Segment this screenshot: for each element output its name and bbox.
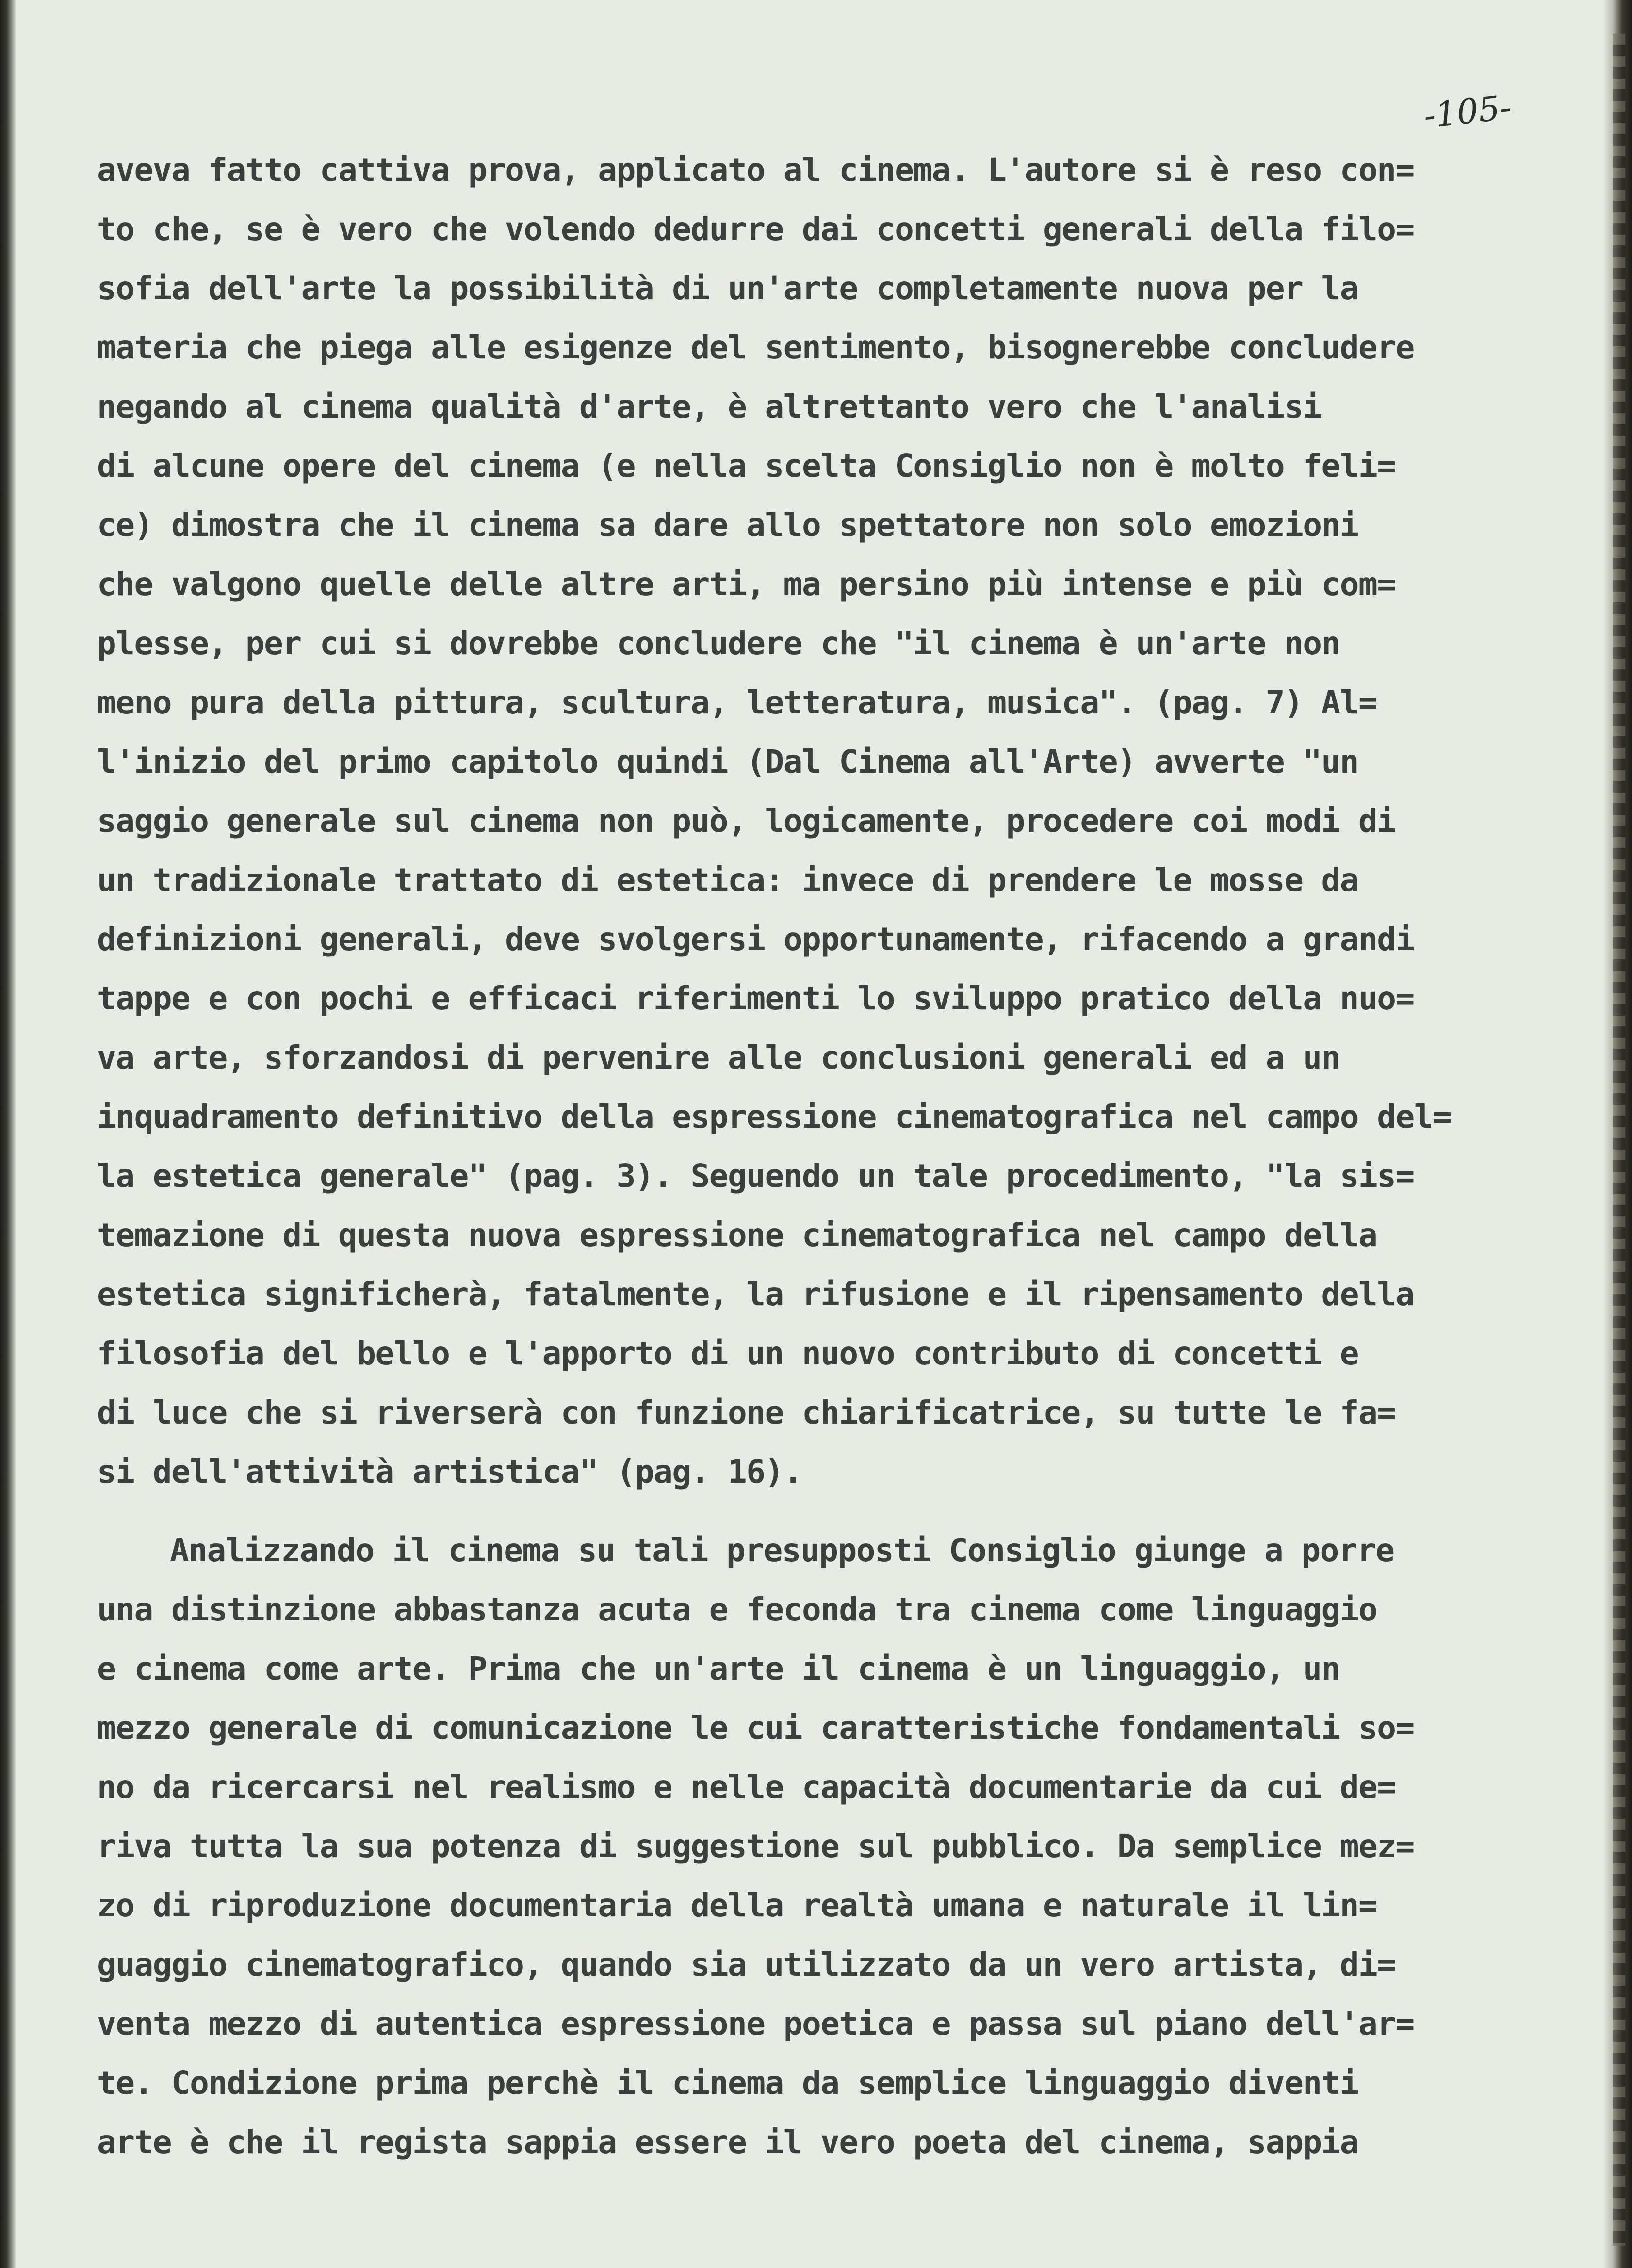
text-line: venta mezzo di autentica espressione poetica e passa sul piano dell'ar= bbox=[97, 2005, 1414, 2042]
handwritten-page-number: -105- bbox=[1421, 87, 1514, 136]
text-line: zo di riproduzione documentaria della realtà umana e naturale il lin= bbox=[97, 1887, 1377, 1924]
text-line: ce) dimostra che il cinema sa dare allo spettatore non solo emozioni bbox=[97, 506, 1359, 544]
text-line: plesse, per cui si dovrebbe concludere che "il cinema è un'arte non bbox=[97, 625, 1340, 662]
text-line: definizioni generali, deve svolgersi opportunamente, rifacendo a grandi bbox=[97, 921, 1414, 958]
text-line: arte è che il regista sappia essere il vero poeta del cinema, sappia bbox=[97, 2123, 1359, 2161]
text-line: la estetica generale" (pag. 3). Seguendo un tale procedimento, "la sis= bbox=[97, 1157, 1414, 1195]
text-line: to che, se è vero che volendo dedurre dai concetti generali della filo= bbox=[97, 211, 1414, 248]
text-line: va arte, sforzandosi di pervenire alle conclusioni generali ed a un bbox=[97, 1039, 1340, 1076]
text-line: riva tutta la sua potenza di suggestione sul pubblico. Da semplice mez= bbox=[97, 1828, 1414, 1865]
text-line: materia che piega alle esigenze del sentimento, bisognerebbe concludere bbox=[97, 329, 1414, 366]
text-line: saggio generale sul cinema non può, logicamente, procedere coi modi di bbox=[97, 802, 1396, 840]
right-edge-perforation bbox=[1613, 34, 1625, 2246]
text-line: di alcune opere del cinema (e nella scelta Consiglio non è molto feli= bbox=[97, 447, 1396, 485]
text-line: mezzo generale di comunicazione le cui caratteristiche fondamentali so= bbox=[97, 1709, 1414, 1747]
text-line: te. Condizione prima perchè il cinema da semplice linguaggio diventi bbox=[97, 2064, 1359, 2102]
text-line: una distinzione abbastanza acuta e feconda tra cinema come linguaggio bbox=[97, 1591, 1377, 1628]
text-line: si dell'attività artistica" (pag. 16). bbox=[97, 1453, 802, 1490]
text-line: inquadramento definitivo della espressione cinematografica nel campo del= bbox=[97, 1098, 1452, 1135]
text-line: l'inizio del primo capitolo quindi (Dal Cinema all'Arte) avverte "un bbox=[97, 743, 1359, 780]
text-line: e cinema come arte. Prima che un'arte il cinema è un linguaggio, un bbox=[97, 1650, 1340, 1687]
text-line: che valgono quelle delle altre arti, ma persino più intense e più com= bbox=[97, 566, 1396, 603]
text-line: guaggio cinematografico, quando sia utilizzato da un vero artista, di= bbox=[97, 1946, 1396, 1983]
paragraph-2 bbox=[97, 1521, 1528, 2172]
paragraph-1 bbox=[97, 141, 1528, 1502]
text-line: filosofia del bello e l'apporto di un nuovo contributo di concetti e bbox=[97, 1335, 1359, 1372]
typewritten-text bbox=[97, 141, 1528, 2172]
text-line: tappe e con pochi e efficaci riferimenti lo sviluppo pratico della nuo= bbox=[97, 980, 1414, 1017]
text-line: un tradizionale trattato di estetica: invece di prendere le mosse da bbox=[97, 861, 1359, 899]
text-line: estetica significherà, fatalmente, la rifusione e il ripensamento della bbox=[97, 1276, 1414, 1313]
paragraph-spacing bbox=[97, 1502, 1528, 1521]
text-line: Analizzando il cinema su tali presupposti Consiglio giunge a porre bbox=[170, 1532, 1394, 1569]
text-line: di luce che si riverserà con funzione chiarificatrice, su tutte le fa= bbox=[97, 1394, 1396, 1431]
left-binding-edge bbox=[0, 0, 16, 2268]
text-line: sofia dell'arte la possibilità di un'arte completamente nuova per la bbox=[97, 270, 1359, 307]
text-line: negando al cinema qualità d'arte, è altrettanto vero che l'analisi bbox=[97, 388, 1322, 425]
text-line: temazione di questa nuova espressione cinematografica nel campo della bbox=[97, 1216, 1377, 1254]
text-line: meno pura della pittura, scultura, letteratura, musica". (pag. 7) Al= bbox=[97, 684, 1377, 721]
text-line: no da ricercarsi nel realismo e nelle capacità documentarie da cui de= bbox=[97, 1768, 1396, 1806]
text-line: aveva fatto cattiva prova, applicato al cinema. L'autore si è reso con= bbox=[97, 151, 1414, 189]
